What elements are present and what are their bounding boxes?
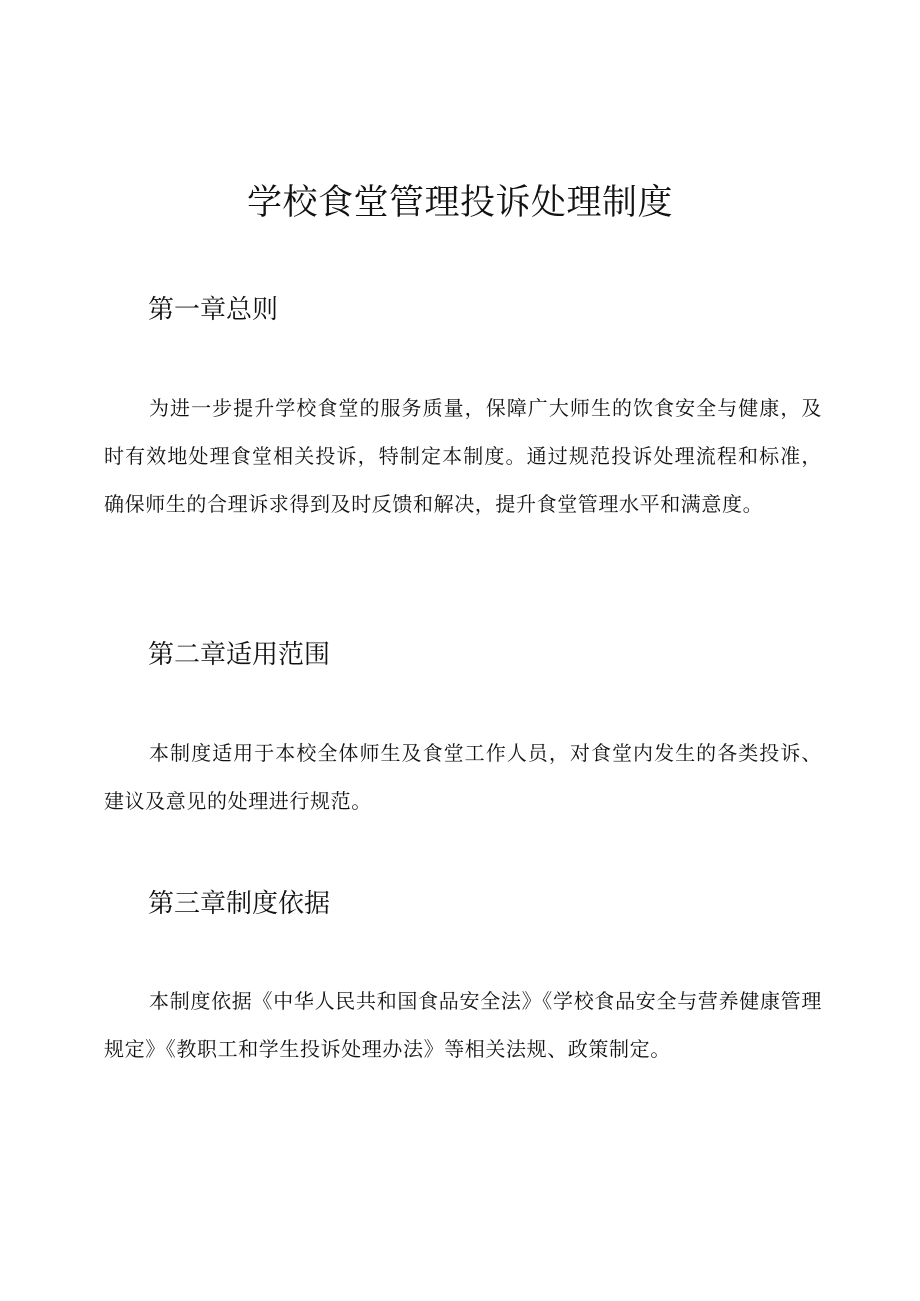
chapter-2-paragraph: 本制度适用于本校全体师生及食堂工作人员，对食堂内发生的各类投诉、建议及意见的处理进行规范。 — [104, 741, 822, 813]
chapter-1-heading: 第一章总则 — [148, 295, 279, 325]
chapter-1-paragraph: 为进一步提升学校食堂的服务质量，保障广大师生的饮食安全与健康，及时有效地处理食堂相关投诉，特制定本制度。通过规范投诉处理流程和标准，确保师生的合理诉求得到及时反馈和解决，提升食堂管理水平和满意度。 — [104, 396, 822, 516]
chapter-3-paragraph: 本制度依据《中华人民共和国食品安全法》《学校食品安全与营养健康管理规定》《教职工和学生投诉处理办法》等相关法规、政策制定。 — [104, 989, 822, 1061]
document-title: 学校食堂管理投诉处理制度 — [246, 183, 673, 223]
chapter-2-heading: 第二章适用范围 — [148, 640, 331, 670]
chapter-3-heading: 第三章制度依据 — [148, 889, 331, 919]
